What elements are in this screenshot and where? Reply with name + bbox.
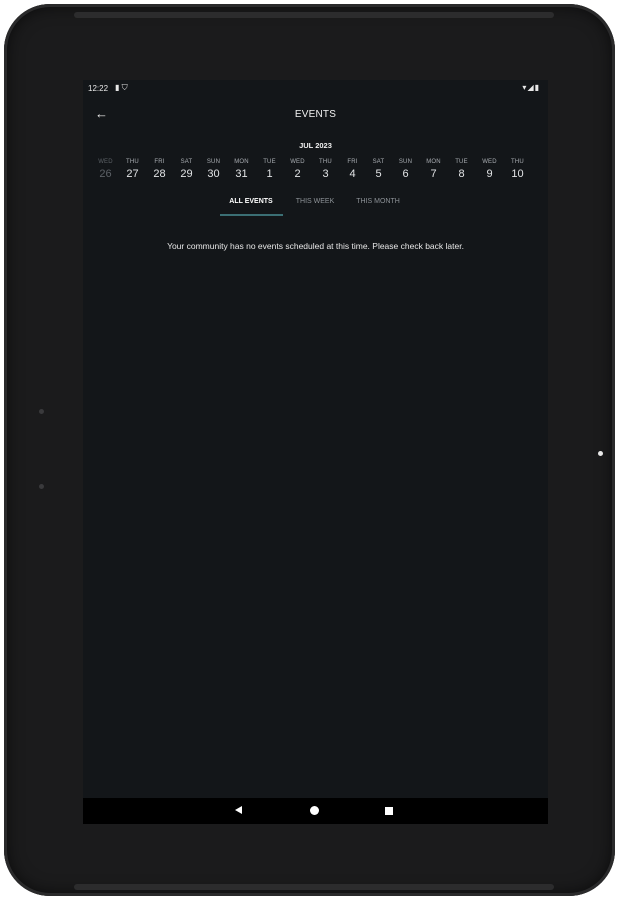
month-label: JUL 2023 bbox=[299, 141, 332, 150]
status-bar bbox=[83, 80, 548, 98]
status-time: 12:22 bbox=[88, 84, 109, 93]
day-weekday: TUE bbox=[263, 159, 276, 165]
day-number: 10 bbox=[511, 168, 524, 180]
day-item[interactable] bbox=[365, 159, 392, 180]
day-item[interactable] bbox=[392, 159, 419, 180]
day-item[interactable] bbox=[256, 159, 283, 180]
day-weekday: FRI bbox=[347, 159, 358, 165]
day-weekday: MON bbox=[426, 159, 441, 165]
nav-home-icon[interactable] bbox=[310, 806, 319, 815]
back-arrow-icon[interactable]: ← bbox=[95, 106, 108, 121]
day-number: 29 bbox=[180, 168, 193, 180]
page-title: EVENTS bbox=[294, 109, 337, 120]
day-number: 28 bbox=[153, 168, 166, 180]
day-number: 2 bbox=[294, 168, 301, 180]
day-item[interactable] bbox=[173, 159, 200, 180]
day-weekday: SUN bbox=[398, 159, 413, 165]
device-bottom-edge bbox=[74, 884, 554, 890]
day-item[interactable] bbox=[504, 159, 531, 180]
sensor-dot bbox=[39, 409, 44, 414]
day-number: 26 bbox=[99, 168, 112, 180]
day-number: 8 bbox=[458, 168, 465, 180]
day-weekday: FRI bbox=[154, 159, 165, 165]
tab-all-events[interactable]: ALL EVENTS bbox=[229, 198, 273, 205]
signal-battery-icons: ▾◢▮ bbox=[522, 83, 540, 92]
screen bbox=[83, 80, 548, 824]
day-weekday: SUN bbox=[206, 159, 221, 165]
day-item[interactable] bbox=[448, 159, 475, 180]
day-number: 9 bbox=[486, 168, 493, 180]
day-number: 27 bbox=[126, 168, 139, 180]
tab-this-month[interactable]: THIS MONTH bbox=[356, 198, 400, 205]
day-item[interactable] bbox=[420, 159, 447, 180]
device-top-edge bbox=[74, 12, 554, 18]
day-item[interactable] bbox=[476, 159, 503, 180]
notification-icons: ▮ ⛉ bbox=[115, 83, 128, 92]
empty-state-message: Your community has no events scheduled at this time. Please check back later. bbox=[167, 241, 464, 251]
day-weekday: SAT bbox=[372, 159, 385, 165]
tab-this-week[interactable]: THIS WEEK bbox=[295, 198, 335, 205]
day-number: 7 bbox=[430, 168, 437, 180]
day-weekday: SAT bbox=[180, 159, 193, 165]
nav-recents-icon[interactable] bbox=[385, 807, 393, 815]
day-item[interactable] bbox=[92, 159, 119, 180]
day-weekday: TUE bbox=[455, 159, 468, 165]
day-number: 6 bbox=[402, 168, 409, 180]
day-weekday: WED bbox=[98, 159, 113, 165]
sensor-dot bbox=[39, 484, 44, 489]
day-number: 30 bbox=[207, 168, 220, 180]
camera-icon bbox=[598, 451, 603, 456]
day-weekday: MON bbox=[234, 159, 249, 165]
day-item[interactable] bbox=[146, 159, 173, 180]
day-item[interactable] bbox=[339, 159, 366, 180]
nav-back-icon[interactable] bbox=[235, 806, 242, 814]
day-weekday: WED bbox=[290, 159, 305, 165]
day-number: 3 bbox=[322, 168, 329, 180]
day-number: 4 bbox=[349, 168, 356, 180]
day-weekday: THU bbox=[511, 159, 524, 165]
day-item[interactable] bbox=[228, 159, 255, 180]
tablet-frame bbox=[4, 4, 615, 896]
date-strip bbox=[92, 159, 542, 185]
event-filter-tabs bbox=[83, 196, 548, 218]
active-tab-indicator bbox=[220, 214, 283, 216]
day-item[interactable] bbox=[200, 159, 227, 180]
day-item[interactable] bbox=[284, 159, 311, 180]
app-bar bbox=[83, 100, 548, 130]
day-weekday: THU bbox=[319, 159, 332, 165]
day-number: 31 bbox=[235, 168, 248, 180]
system-nav-bar bbox=[83, 798, 548, 824]
day-weekday: THU bbox=[126, 159, 139, 165]
day-weekday: WED bbox=[482, 159, 497, 165]
day-item[interactable] bbox=[312, 159, 339, 180]
day-number: 1 bbox=[266, 168, 273, 180]
day-number: 5 bbox=[375, 168, 382, 180]
day-item[interactable] bbox=[119, 159, 146, 180]
